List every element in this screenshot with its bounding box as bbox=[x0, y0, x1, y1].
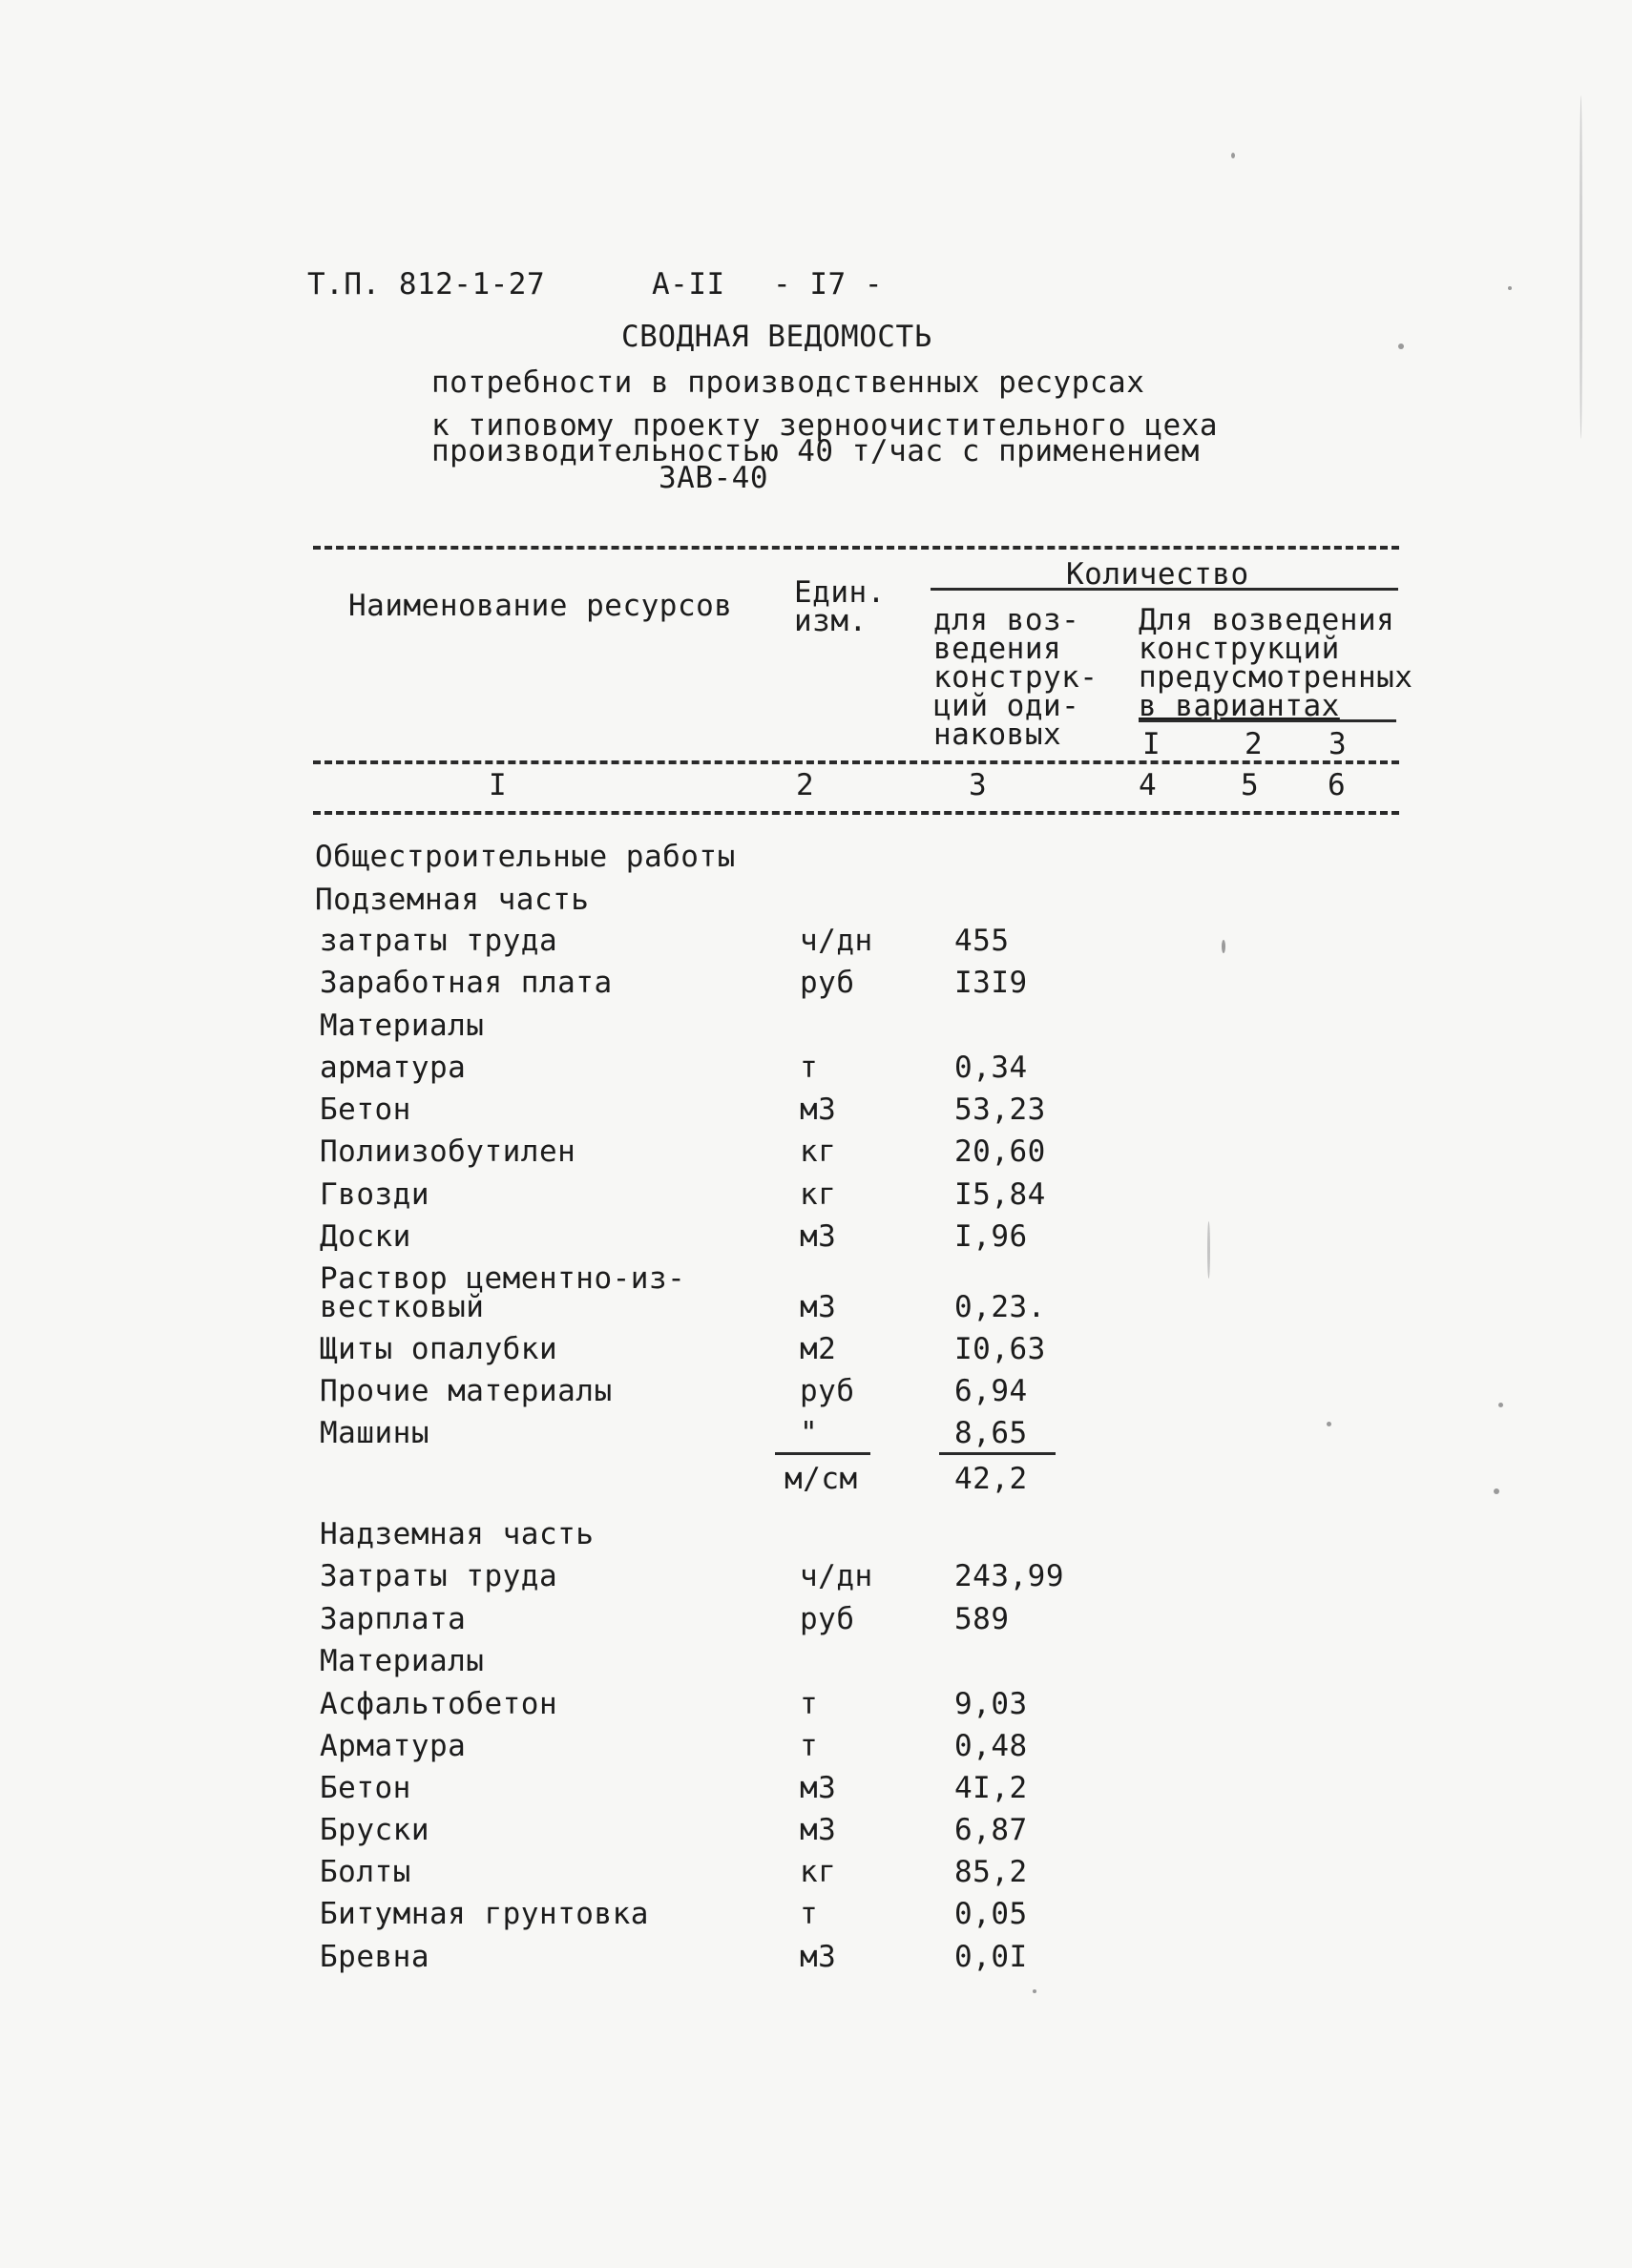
album-number: А-II bbox=[652, 267, 725, 302]
mortar-name-line-1: Раствор цементно-из- bbox=[320, 1261, 686, 1296]
scan-speck bbox=[1494, 1488, 1499, 1494]
table-row: арматура т 0,34 bbox=[320, 1051, 1028, 1085]
table-row-total: м/см 42,2 bbox=[785, 1462, 1028, 1496]
table-row: Машины " 8,65 bbox=[320, 1416, 1028, 1450]
title-line-4: ЗАВ-40 bbox=[659, 461, 768, 495]
header-variant-1: I bbox=[1142, 727, 1161, 761]
header-variant-3: 3 bbox=[1329, 727, 1348, 761]
quantity-rule bbox=[931, 588, 1398, 591]
document-title: СВОДНАЯ ВЕДОМОСТЬ bbox=[621, 320, 932, 354]
scan-speck bbox=[1508, 286, 1512, 290]
scan-speck bbox=[1398, 343, 1404, 349]
header-variant-line-4: в вариантах bbox=[1139, 689, 1340, 723]
header-same-line-4: ций оди- bbox=[933, 689, 1080, 723]
column-number-6: 6 bbox=[1328, 768, 1347, 802]
page-number: - I7 - bbox=[773, 267, 883, 302]
table-row: Затраты труда ч/дн 243,99 bbox=[320, 1559, 1064, 1593]
table-row: Зарплата руб 589 bbox=[320, 1602, 1010, 1636]
scan-speck bbox=[1033, 1989, 1036, 1993]
column-number-5: 5 bbox=[1241, 768, 1260, 802]
header-unit-line-2: изм. bbox=[794, 604, 868, 638]
column-number-1: I bbox=[489, 768, 508, 802]
title-line-3: производительностью 40 т/час с применением bbox=[431, 434, 1200, 468]
table-row: Болты кг 85,2 bbox=[320, 1855, 1028, 1889]
table-row: Асфальтобетон т 9,03 bbox=[320, 1687, 1028, 1721]
section-title: Общестроительные работы bbox=[315, 840, 736, 874]
table-row: Прочие материалы руб 6,94 bbox=[320, 1374, 1028, 1408]
table-top-rule bbox=[313, 546, 1399, 550]
header-same-line-2: ведения bbox=[933, 632, 1062, 666]
table-row: Гвозди кг I5,84 bbox=[320, 1177, 1046, 1212]
total-rule-qty bbox=[939, 1452, 1056, 1455]
table-row: Битумная грунтовка т 0,05 bbox=[320, 1897, 1028, 1931]
variants-rule bbox=[1139, 719, 1396, 722]
column-number-3: 3 bbox=[969, 768, 988, 802]
project-code: Т.П. 812-1-27 bbox=[307, 267, 546, 302]
table-row: Полиизобутилен кг 20,60 bbox=[320, 1134, 1046, 1169]
table-row: Материалы bbox=[320, 1644, 485, 1678]
table-row: Бревна м3 0,0I bbox=[320, 1940, 1028, 1974]
table-row: Доски м3 I,96 bbox=[320, 1219, 1028, 1254]
scan-speck bbox=[1231, 153, 1235, 158]
total-rule-unit bbox=[775, 1452, 870, 1455]
table-row: Арматура т 0,48 bbox=[320, 1729, 1028, 1763]
scan-speck bbox=[1327, 1422, 1331, 1426]
table-row: Щиты опалубки м2 I0,63 bbox=[320, 1332, 1046, 1366]
header-bottom-rule bbox=[313, 760, 1399, 764]
scan-speck bbox=[1498, 1403, 1503, 1407]
title-line-2: к типовому проекту зерноочистительного цеха bbox=[431, 408, 1219, 443]
column-number-2: 2 bbox=[796, 768, 815, 802]
section-subtitle-aboveground: Надземная часть bbox=[320, 1517, 595, 1551]
scan-streak bbox=[1580, 95, 1582, 439]
scan-streak bbox=[1207, 1221, 1210, 1279]
header-variant-line-2: конструкций bbox=[1139, 632, 1340, 666]
header-same-line-3: конструк- bbox=[933, 660, 1098, 695]
header-variant-line-3: предусмотренных bbox=[1139, 660, 1413, 695]
header-unit-line-1: Един. bbox=[794, 575, 886, 610]
scan-speck bbox=[1222, 940, 1225, 953]
header-resource-name: Наименование ресурсов bbox=[348, 589, 733, 623]
column-number-4: 4 bbox=[1139, 768, 1158, 802]
table-row: вестковый м3 0,23. bbox=[320, 1290, 1046, 1324]
table-row: Бетон м3 4I,2 bbox=[320, 1771, 1028, 1805]
section-subtitle-underground: Подземная часть bbox=[315, 883, 590, 917]
table-row: Бетон м3 53,23 bbox=[320, 1092, 1046, 1127]
table-row: Материалы bbox=[320, 1009, 485, 1043]
header-quantity: Количество bbox=[1066, 557, 1249, 592]
header-same-line-5: наковых bbox=[933, 718, 1062, 752]
header-variant-line-1: Для возведения bbox=[1139, 603, 1395, 637]
table-row: Заработная плата руб I3I9 bbox=[320, 966, 1028, 1000]
numbers-bottom-rule bbox=[313, 811, 1399, 815]
table-row: Бруски м3 6,87 bbox=[320, 1813, 1028, 1847]
table-row: затраты труда ч/дн 455 bbox=[320, 924, 1010, 958]
header-same-line-1: для воз- bbox=[933, 603, 1080, 637]
title-line-1: потребности в производственных ресурсах bbox=[431, 365, 1145, 400]
header-variant-2: 2 bbox=[1245, 727, 1264, 761]
